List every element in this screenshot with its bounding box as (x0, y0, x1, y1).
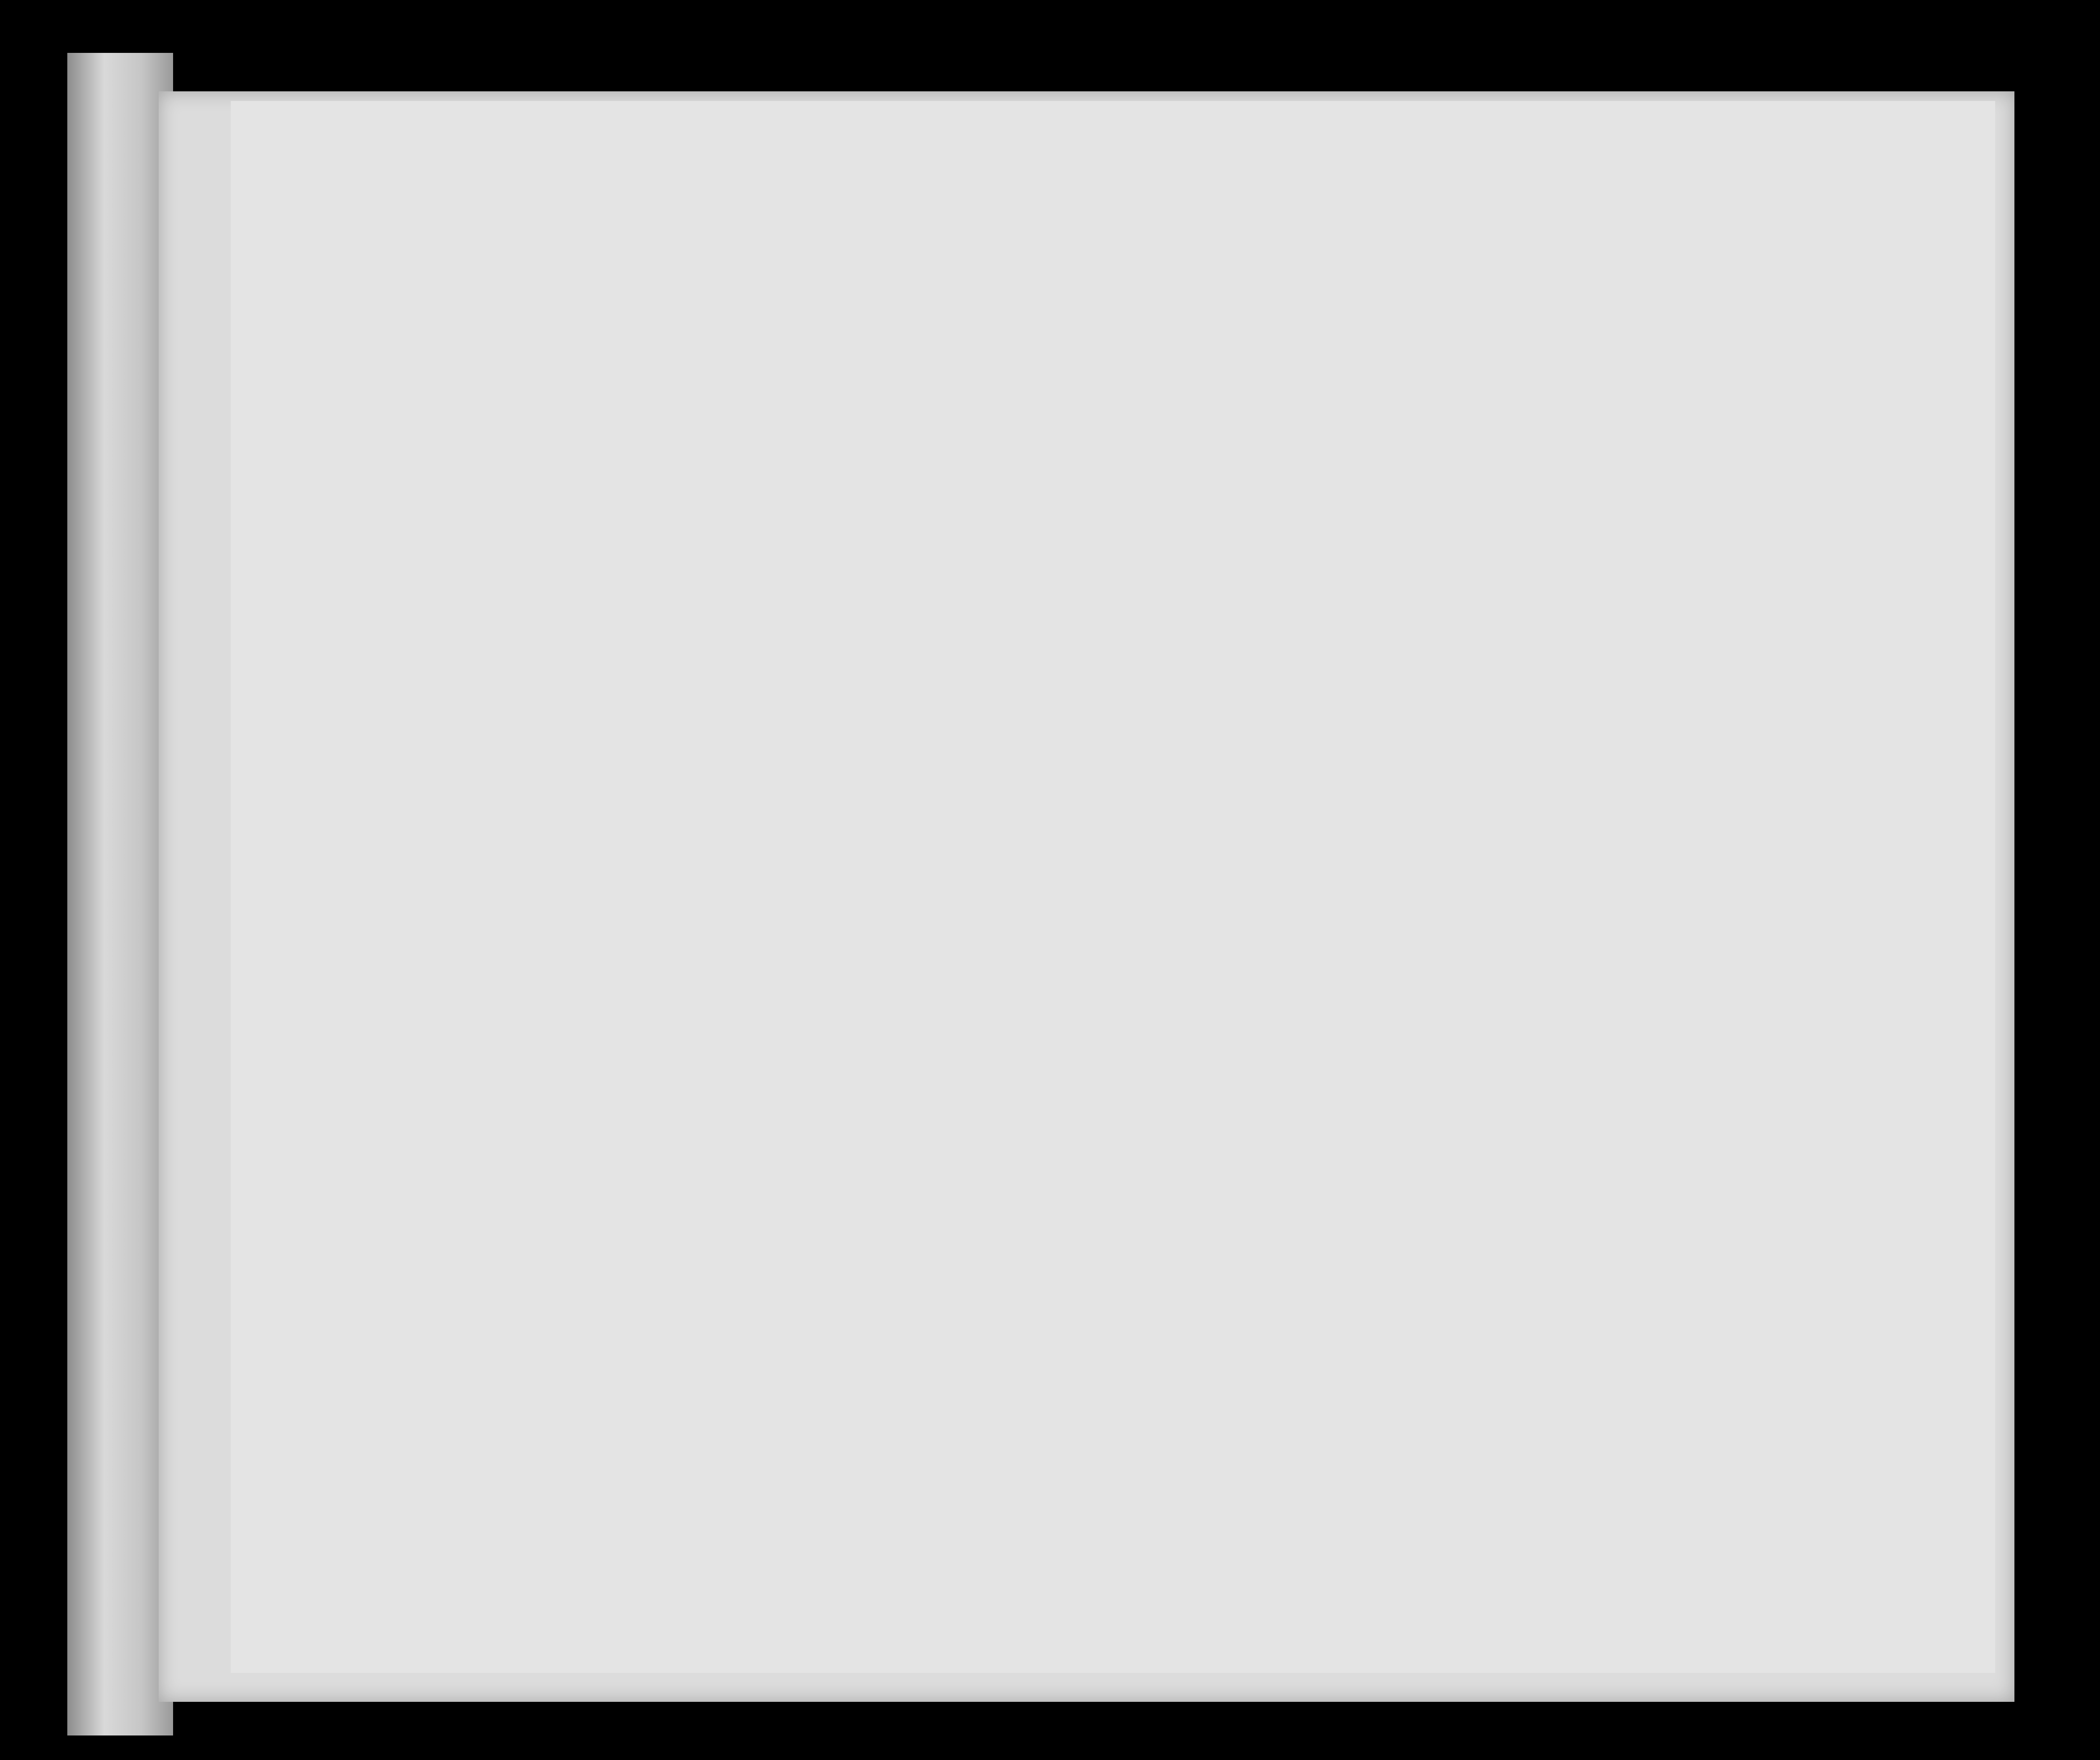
form-sheet (231, 101, 1995, 1673)
binder-strip (67, 53, 173, 1735)
